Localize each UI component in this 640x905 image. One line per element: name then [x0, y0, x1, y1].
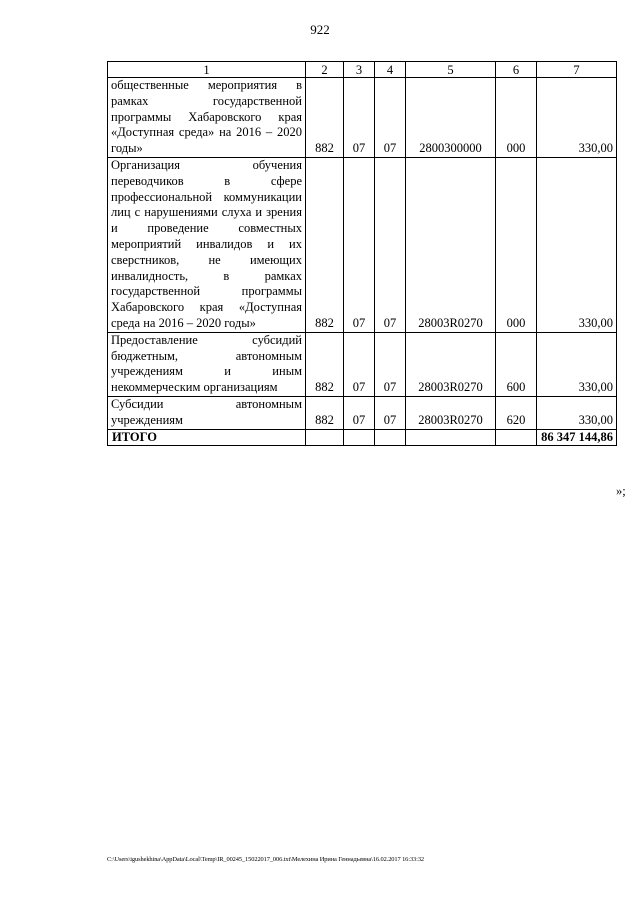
- footer-file-path: C:\Users\igushekhina\AppData\Local\Temp\IR_00245_15022017_006.txt\Мелехина Ирина Геннадьевна\16.02.2017 16:33:32: [107, 856, 425, 863]
- row-name: Субсидии автономным учреждениям: [108, 396, 306, 429]
- row-col4: 07: [375, 332, 406, 396]
- row-col2: 882: [306, 332, 344, 396]
- row-col7: 330,00: [537, 157, 617, 332]
- row-col6: 600: [496, 332, 537, 396]
- row-col3: 07: [344, 396, 375, 429]
- total-label: ИТОГО: [108, 429, 306, 446]
- row-name: Предоставление субсидий бюджетным, автономным учреждениям и иным некоммерческим организациям: [108, 332, 306, 396]
- total-empty-cell: [344, 429, 375, 446]
- row-col2: 882: [306, 157, 344, 332]
- table-header-row: [108, 62, 617, 78]
- row-name: общественные мероприятия в рамках государственной программы Хабаровского края «Доступная среда» на 2016 – 2020 годы»: [108, 78, 306, 158]
- table-row: [108, 332, 617, 396]
- row-name: Организация обучения переводчиков в сфере профессиональной коммуникации лиц с нарушениями слуха и зрения и проведение совместных мероприятий инвалидов и их сверстников, не имеющих инвалидность, в рамках государственной программы Хабаровского края «Доступная среда на 2016 – 2020 годы»: [108, 157, 306, 332]
- table-row: [108, 396, 617, 429]
- row-col3: 07: [344, 157, 375, 332]
- total-empty-cell: [496, 429, 537, 446]
- total-empty-cell: [375, 429, 406, 446]
- row-col6: 000: [496, 157, 537, 332]
- row-col2: 882: [306, 396, 344, 429]
- closing-quote-mark: »;: [616, 484, 626, 498]
- row-col5: 28003R0270: [406, 396, 496, 429]
- header-cell-6: 6: [496, 62, 537, 78]
- row-col7: 330,00: [537, 396, 617, 429]
- total-value: 86 347 144,86: [537, 429, 617, 446]
- header-cell-4: 4: [375, 62, 406, 78]
- header-cell-1: 1: [108, 62, 306, 78]
- table-row: [108, 78, 617, 158]
- row-col6: 620: [496, 396, 537, 429]
- total-row: [108, 429, 617, 446]
- row-col7: 330,00: [537, 332, 617, 396]
- row-col4: 07: [375, 396, 406, 429]
- row-col5: 2800300000: [406, 78, 496, 158]
- header-cell-3: 3: [344, 62, 375, 78]
- total-empty-cell: [406, 429, 496, 446]
- row-col3: 07: [344, 332, 375, 396]
- row-col6: 000: [496, 78, 537, 158]
- row-col4: 07: [375, 78, 406, 158]
- total-empty-cell: [306, 429, 344, 446]
- row-col7: 330,00: [537, 78, 617, 158]
- row-col3: 07: [344, 78, 375, 158]
- row-col2: 882: [306, 78, 344, 158]
- row-col4: 07: [375, 157, 406, 332]
- header-cell-7: 7: [537, 62, 617, 78]
- row-col5: 28003R0270: [406, 332, 496, 396]
- row-col5: 28003R0270: [406, 157, 496, 332]
- table-row: [108, 157, 617, 332]
- budget-table: [107, 61, 617, 446]
- page-number: 922: [310, 22, 330, 37]
- header-cell-2: 2: [306, 62, 344, 78]
- header-cell-5: 5: [406, 62, 496, 78]
